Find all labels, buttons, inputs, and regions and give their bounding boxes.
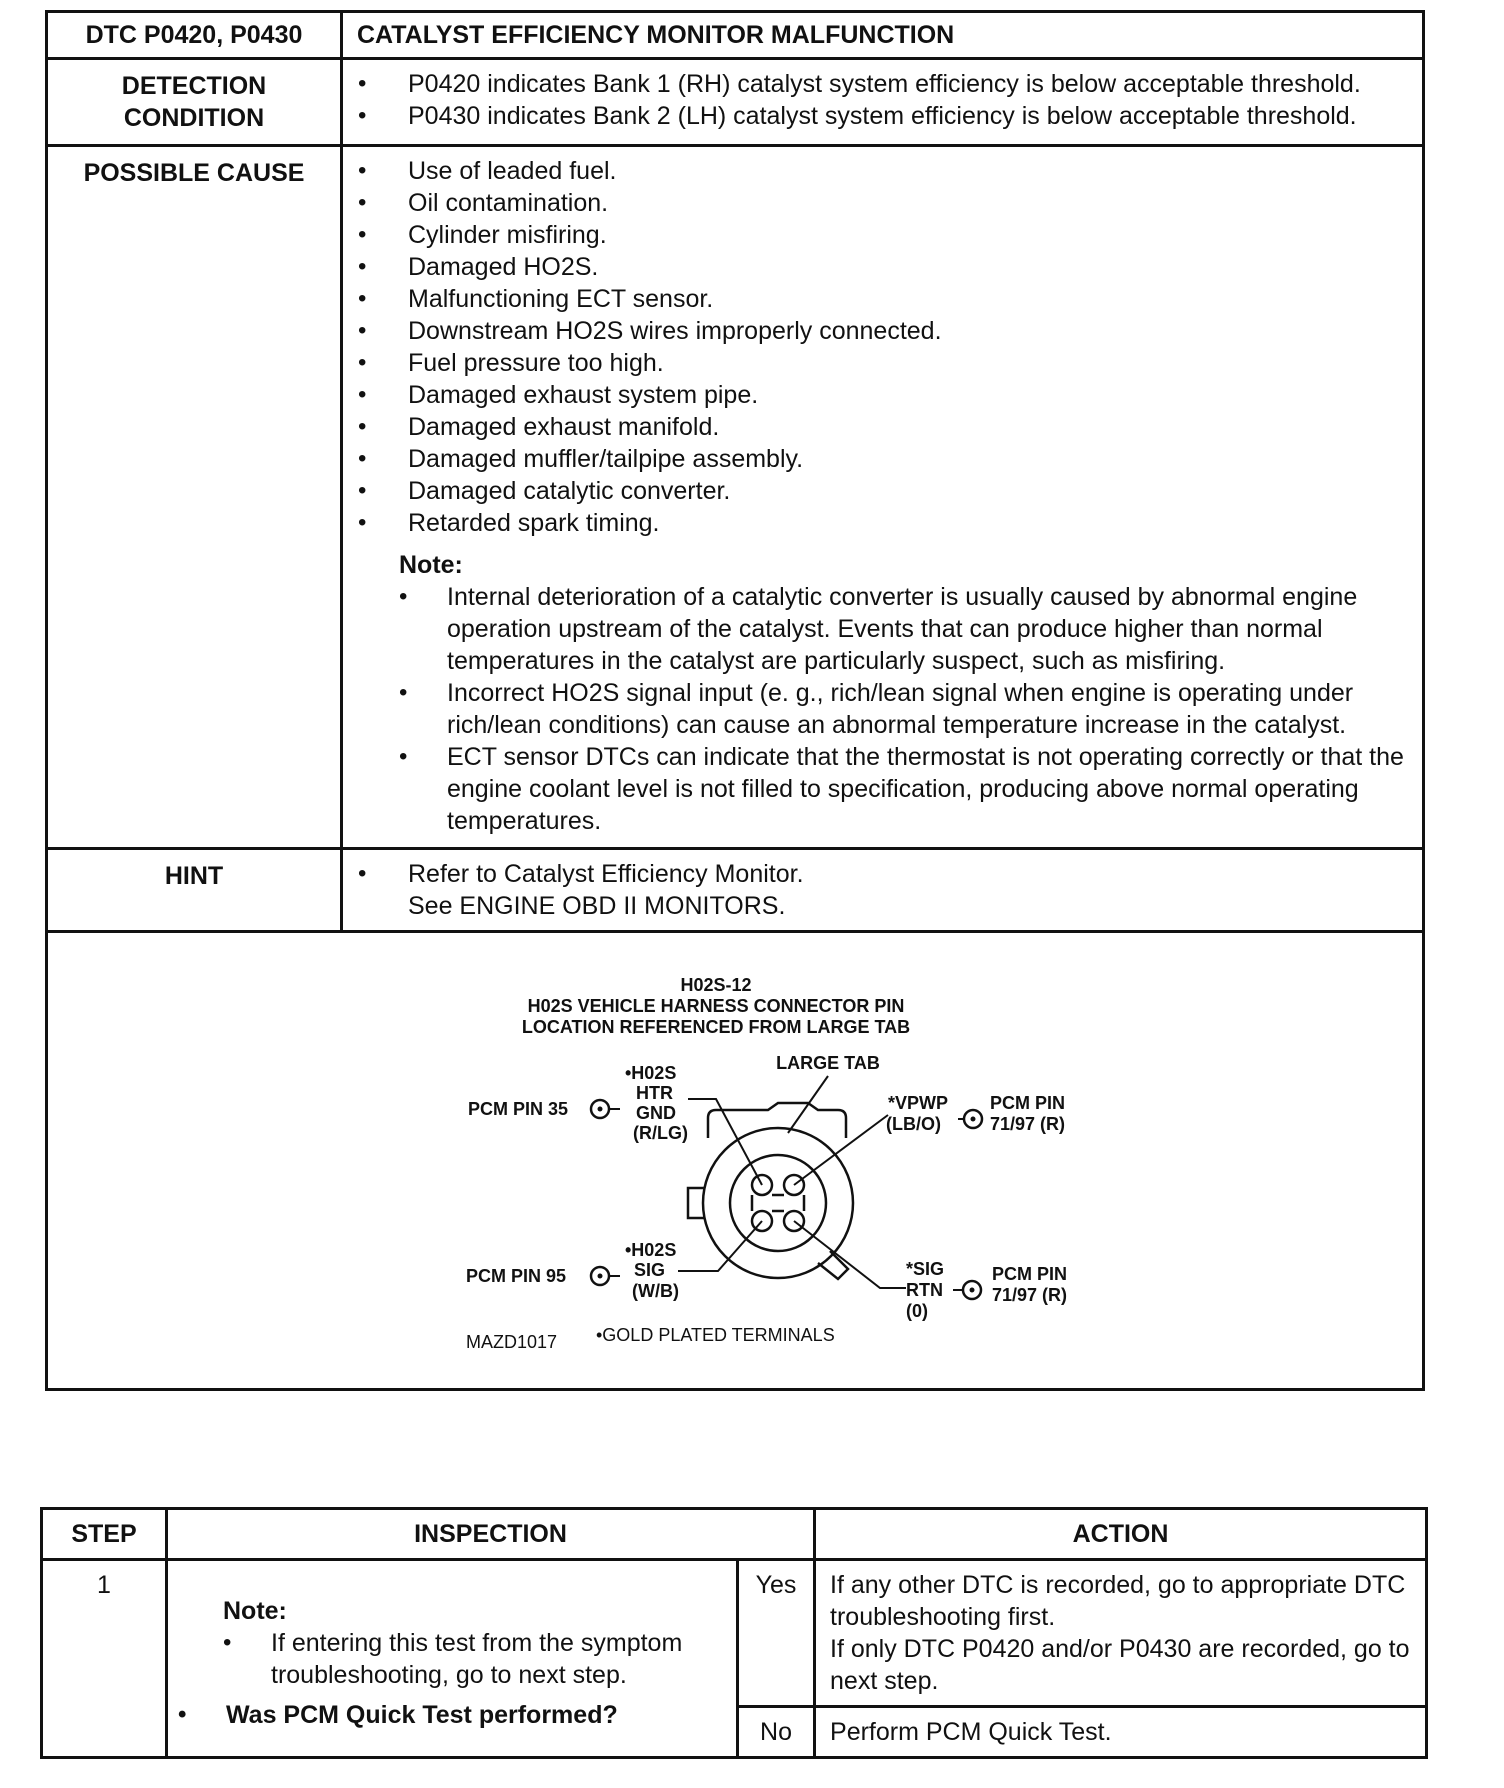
- steps-table: [40, 1507, 1428, 1759]
- pcm-pin-bottom-right-1: PCM PIN: [992, 1264, 1068, 1284]
- cause-note: [343, 541, 1422, 847]
- rtn-line-1: *SIG: [906, 1259, 945, 1279]
- cause-item: • Fuel pressure too high.: [358, 347, 1412, 379]
- cause-item: • Damaged exhaust manifold.: [358, 411, 1412, 443]
- dtc-title: CATALYST EFFICIENCY MONITOR MALFUNCTION: [342, 12, 1424, 59]
- htr-line-3: GND: [636, 1103, 676, 1123]
- connector-diagram: [48, 933, 1422, 1388]
- rtn-line-3: (0): [906, 1301, 928, 1321]
- diagram-code: MAZD1017: [466, 1332, 558, 1352]
- note-title: Note:: [399, 551, 463, 579]
- hint-cell: [342, 849, 1424, 932]
- detection-item: • P0420 indicates Bank 1 (RH) catalyst system efficiency is below acceptable threshold.: [358, 68, 1412, 100]
- htr-line-2: HTR: [636, 1083, 673, 1103]
- hint-line-2: See ENGINE OBD II MONITORS.: [408, 892, 786, 920]
- hint-line-1: Refer to Catalyst Efficiency Monitor.: [408, 860, 804, 888]
- dtc-table: [45, 10, 1425, 1391]
- pcm-pin-35-label: PCM PIN 35: [468, 1099, 569, 1119]
- header-action: ACTION: [815, 1509, 1427, 1560]
- inspection-note-item: • If entering this test from the symptom troubleshooting, go to next step.: [223, 1627, 726, 1691]
- pin-vpwp-terminal-icon: [958, 1110, 982, 1128]
- note-list: [399, 581, 1412, 837]
- cause-label: POSSIBLE CAUSE: [47, 146, 342, 849]
- cause-item: • Retarded spark timing.: [358, 507, 1412, 539]
- large-tab-label: LARGE TAB: [776, 1053, 880, 1073]
- hint-list: [343, 850, 1422, 930]
- detection-list: [343, 60, 1422, 140]
- cause-cell: [342, 146, 1424, 849]
- htr-leader: [688, 1099, 762, 1185]
- rtn-leader: [794, 1221, 906, 1288]
- note-item: • ECT sensor DTCs can indicate that the thermostat is not operating correctly or that the engine coolant level is not filled to specification, producing above normal operating temperatures.: [399, 741, 1412, 837]
- inspection-question-list: [178, 1699, 726, 1731]
- cause-item: • Downstream HO2S wires improperly connected.: [358, 315, 1412, 347]
- diagram-footnote: •GOLD PLATED TERMINALS: [596, 1325, 835, 1345]
- sig-line-1: •H02S: [625, 1240, 677, 1260]
- pin-rtn-terminal-icon: [953, 1281, 981, 1299]
- cause-item: • Malfunctioning ECT sensor.: [358, 283, 1412, 315]
- hint-item: [358, 858, 1412, 922]
- cause-item: • Damaged catalytic converter.: [358, 475, 1412, 507]
- note-item: • Internal deterioration of a catalytic converter is usually caused by abnormal engine operation upstream of the catalyst. Events that can produce higher than normal temperatures in the catalyst are particularly suspect, such as misfiring.: [399, 581, 1412, 677]
- cause-item: • Damaged HO2S.: [358, 251, 1412, 283]
- pcm-pin-top-right-1: PCM PIN: [990, 1093, 1066, 1113]
- diagram-title-2: H02S VEHICLE HARNESS CONNECTOR PIN: [527, 996, 905, 1016]
- dtc-code: DTC P0420, P0430: [47, 12, 342, 59]
- vpwp-line-1: *VPWP: [888, 1093, 949, 1113]
- step-number: 1: [42, 1560, 167, 1758]
- diagram-title-1: H02S-12: [680, 975, 752, 995]
- cause-item: • Cylinder misfiring.: [358, 219, 1412, 251]
- cause-item: • Damaged muffler/tailpipe assembly.: [358, 443, 1412, 475]
- yes-label: Yes: [738, 1560, 815, 1707]
- htr-line-4: (R/LG): [633, 1123, 688, 1143]
- diagram-title-3: LOCATION REFERENCED FROM LARGE TAB: [521, 1017, 911, 1037]
- cause-list: [343, 147, 1422, 541]
- detection-label: DETECTION CONDITION: [47, 59, 342, 146]
- hint-label: HINT: [47, 849, 342, 932]
- sig-line-3: (W/B): [632, 1281, 679, 1301]
- yes-action: [815, 1560, 1427, 1707]
- detection-item: • P0430 indicates Bank 2 (LH) catalyst system efficiency is below acceptable threshold.: [358, 100, 1412, 132]
- pcm-pin-95-label: PCM PIN 95: [466, 1266, 567, 1286]
- cause-item: • Use of leaded fuel.: [358, 155, 1412, 187]
- vpwp-line-2: (LB/O): [886, 1114, 941, 1134]
- inspection-cell: [167, 1560, 738, 1758]
- connector-body-icon: [688, 1103, 853, 1279]
- sig-leader: [678, 1221, 762, 1271]
- inspection-note-list: [223, 1627, 726, 1691]
- vpwp-leader: [794, 1115, 888, 1185]
- no-action: Perform PCM Quick Test.: [815, 1707, 1427, 1758]
- header-inspection: INSPECTION: [167, 1509, 815, 1560]
- pcm-pin-bottom-right-2: 71/97 (R): [992, 1285, 1068, 1305]
- pin-95-terminal-icon: [591, 1267, 620, 1285]
- yes-action-line-2: If only DTC P0420 and/or P0430 are recorded, go to next step.: [830, 1635, 1410, 1695]
- header-step: STEP: [42, 1509, 167, 1560]
- yes-action-line-1: If any other DTC is recorded, go to appropriate DTC troubleshooting first.: [830, 1571, 1406, 1631]
- inspection-note-title: Note:: [223, 1596, 287, 1625]
- rtn-line-2: RTN: [906, 1280, 943, 1300]
- inspection-question: • Was PCM Quick Test performed?: [178, 1699, 726, 1731]
- note-item: • Incorrect HO2S signal input (e. g., rich/lean signal when engine is operating under rich/lean conditions) can cause an abnormal temperature increase in the catalyst.: [399, 677, 1412, 741]
- detection-cell: [342, 59, 1424, 146]
- pin-35-terminal-icon: [591, 1100, 620, 1118]
- htr-line-1: •H02S: [625, 1063, 677, 1083]
- pcm-pin-top-right-2: 71/97 (R): [990, 1114, 1066, 1134]
- cause-item: • Damaged exhaust system pipe.: [358, 379, 1412, 411]
- sig-line-2: SIG: [634, 1260, 666, 1280]
- cause-item: • Oil contamination.: [358, 187, 1412, 219]
- diagram-cell: [47, 932, 1424, 1390]
- no-label: No: [738, 1707, 815, 1758]
